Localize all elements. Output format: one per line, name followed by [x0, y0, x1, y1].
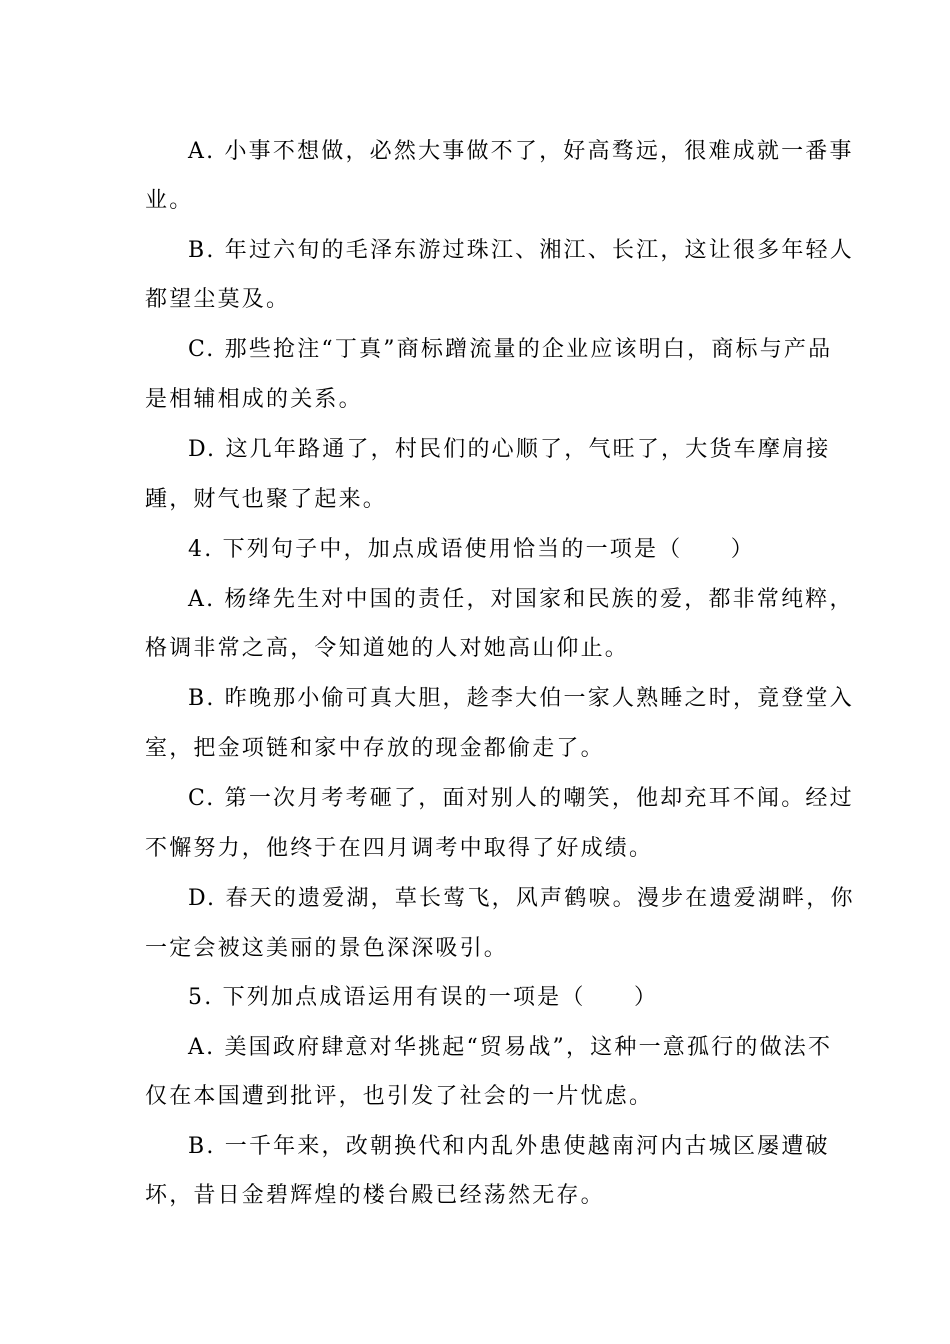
option-d-line-2: 踵，财气也聚了起来。 [145, 487, 388, 512]
q5-option-a-line-2: 仅在本国遭到批评，也引发了社会的一片忧虑。 [145, 1084, 654, 1109]
q5-option-b-line-1: B. 一千年来，改朝换代和内乱外患使越南河内古城区屡遭破 [188, 1134, 830, 1159]
q4-option-d-line-1: D. 春天的遗爱湖，草长莺飞，风声鹤唳。漫步在遗爱湖畔，你 [188, 886, 855, 911]
q5-option-b-line-2: 坏，昔日金碧辉煌的楼台殿已经荡然无存。 [145, 1183, 605, 1208]
option-a-line-1: A. 小事不想做，必然大事做不了，好高骛远，很难成就一番事 [188, 139, 854, 164]
q4-option-b-line-2: 室，把金项链和家中存放的现金都偷走了。 [145, 736, 605, 761]
option-a-line-2: 业。 [145, 188, 194, 213]
q4-option-c-line-1: C. 第一次月考考砸了，面对别人的嘲笑，他却充耳不闻。经过 [188, 786, 854, 811]
q4-option-a-line-2: 格调非常之高，令知道她的人对她高山仰止。 [145, 636, 630, 661]
option-d-line-1: D. 这几年路通了，村民们的心顺了，气旺了，大货车摩肩接 [188, 437, 831, 462]
question-5-stem: 5. 下列加点成语运用有误的一项是（ ） [188, 985, 659, 1010]
question-4-stem: 4. 下列句子中，加点成语使用恰当的一项是（ ） [188, 537, 755, 562]
option-b-line-1: B. 年过六旬的毛泽东游过珠江、湘江、长江，这让很多年轻人 [188, 238, 854, 263]
option-c-line-1: C. 那些抢注“丁真”商标蹭流量的企业应该明白，商标与产品 [188, 337, 833, 362]
q4-option-c-line-2: 不懈努力，他终于在四月调考中取得了好成绩。 [145, 836, 654, 861]
q4-option-d-line-2: 一定会被这美丽的景色深深吸引。 [145, 936, 509, 961]
q4-option-a-line-1: A. 杨绛先生对中国的责任，对国家和民族的爱，都非常纯粹， [188, 587, 854, 612]
option-c-line-2: 是相辅相成的关系。 [145, 387, 363, 412]
option-b-line-2: 都望尘莫及。 [145, 287, 291, 312]
q4-option-b-line-1: B. 昨晚那小偷可真大胆，趁李大伯一家人熟睡之时，竟登堂入 [188, 686, 854, 711]
q5-option-a-line-1: A. 美国政府肆意对华挑起“贸易战”，这种一意孤行的做法不 [188, 1035, 833, 1060]
